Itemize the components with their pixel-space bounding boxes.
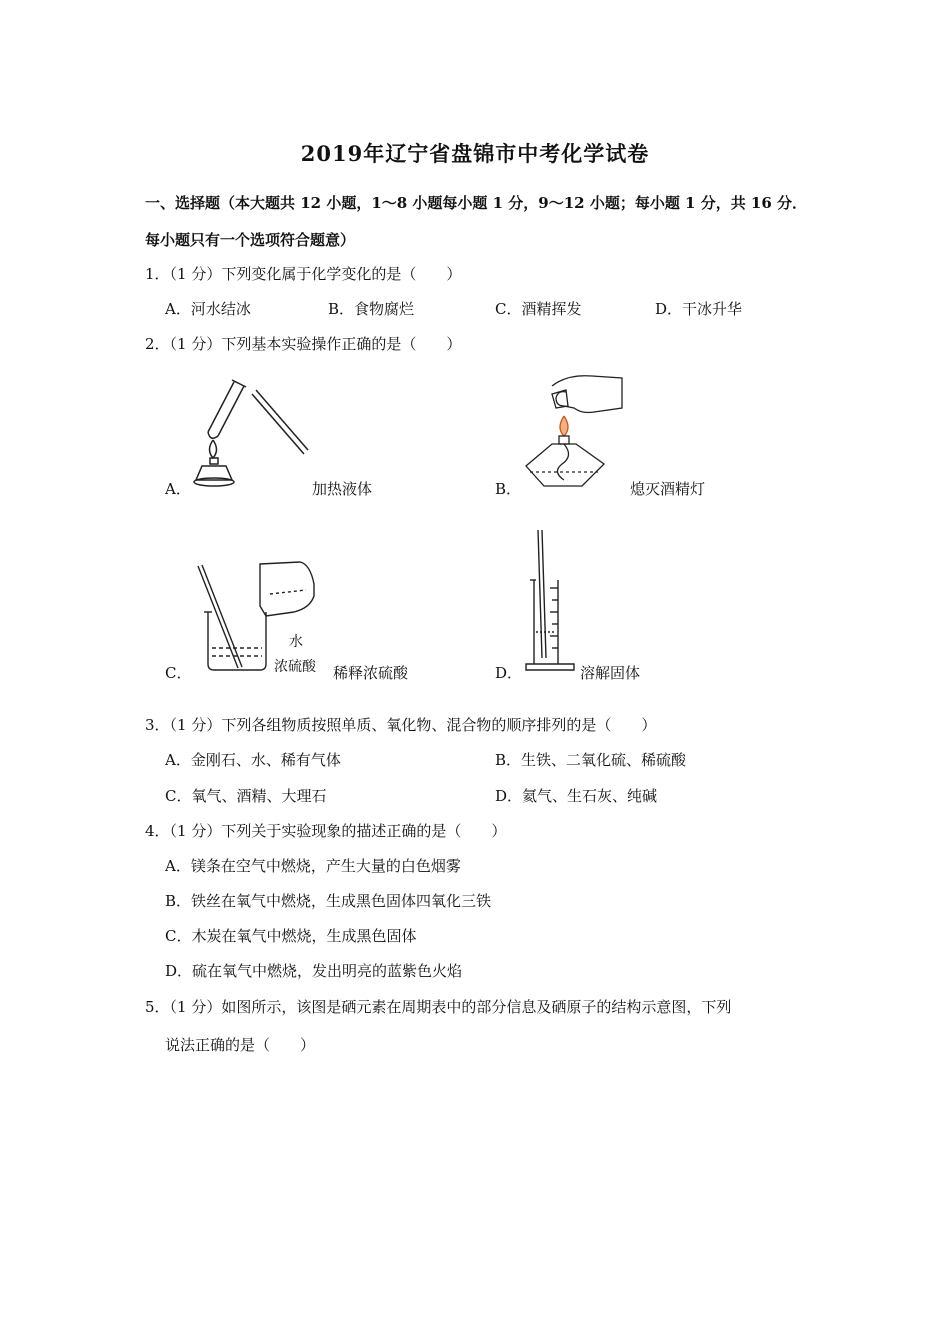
question-1-option-d: D．干冰升华	[655, 300, 743, 318]
question-5-stem-continued: 说法正确的是（ ）	[165, 1036, 316, 1054]
question-4-option-c: C．木炭在氧气中燃烧，生成黑色固体	[165, 927, 417, 945]
question-5-stem: 5．（1 分）如图所示，该图是硒元素在周期表中的部分信息及硒原子的结构示意图，下列	[145, 998, 732, 1016]
section-heading-line1: 一、选择题（本大题共 12 小题，1～8 小题每小题 1 分，9～12 小题；每小题 1 分，共 16 分．	[145, 194, 808, 212]
question-1-option-a: A．河水结冰	[165, 300, 251, 318]
question-2-stem: 2．（1 分）下列基本实验操作正确的是（ ）	[145, 335, 462, 353]
question-1-option-b: B．食物腐烂	[328, 300, 415, 318]
page-title: 2019年辽宁省盘锦市中考化学试卷	[300, 141, 650, 166]
question-3-option-d: D．氦气、生石灰、纯碱	[495, 787, 658, 805]
figure-extinguish-lamp	[522, 372, 632, 492]
question-3-option-a: A．金刚石、水、稀有气体	[165, 751, 341, 769]
question-3-option-c: C．氧气、酒精、大理石	[165, 787, 327, 805]
question-4-option-a: A．镁条在空气中燃烧，产生大量的白色烟雾	[165, 857, 461, 875]
question-2-option-a-caption: 加热液体	[312, 480, 373, 498]
figure-heating-liquid	[192, 372, 317, 492]
question-1-stem: 1．（1 分）下列变化属于化学变化的是（ ）	[145, 265, 462, 283]
question-3-option-b: B．生铁、二氧化硫、稀硫酸	[495, 751, 687, 769]
label-water: 水	[289, 634, 303, 650]
question-2-option-b-letter: B．	[495, 480, 522, 498]
figure-dissolve-solid	[524, 528, 580, 674]
question-2-option-d-caption: 溶解固体	[580, 664, 641, 682]
question-2-option-d-letter: D．	[495, 664, 523, 682]
question-2-option-b-caption: 熄灭酒精灯	[630, 480, 706, 498]
question-4-option-d: D．硫在氧气中燃烧，发出明亮的蓝紫色火焰	[165, 962, 463, 980]
question-2-option-c-caption: 稀释浓硫酸	[333, 664, 409, 682]
question-3-stem: 3．（1 分）下列各组物质按照单质、氧化物、混合物的顺序排列的是（ ）	[145, 716, 657, 734]
question-2-option-a-letter: A．	[165, 480, 191, 498]
question-2-option-c-letter: C．	[165, 664, 192, 682]
question-4-option-b: B．铁丝在氧气中燃烧，生成黑色固体四氧化三铁	[165, 892, 492, 910]
section-heading-line2: 每小题只有一个选项符合题意）	[145, 231, 356, 249]
question-4-stem: 4．（1 分）下列关于实验现象的描述正确的是（ ）	[145, 822, 507, 840]
label-concentrated-acid: 浓硫酸	[274, 659, 316, 675]
question-1-option-c: C．酒精挥发	[495, 300, 582, 318]
